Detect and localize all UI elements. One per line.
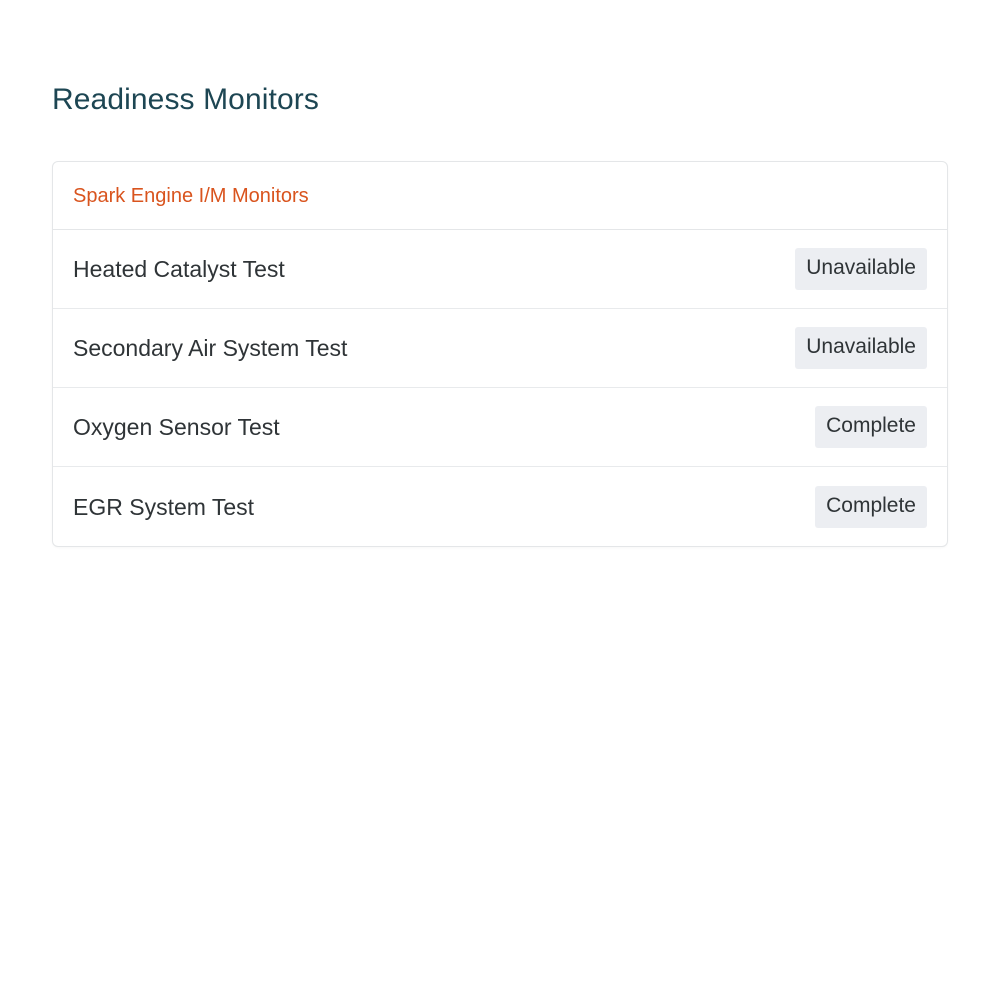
table-row[interactable] <box>53 309 947 388</box>
status-badge: Complete <box>815 406 927 448</box>
monitor-name: Heated Catalyst Test <box>73 256 285 282</box>
monitor-name: Oxygen Sensor Test <box>73 414 280 440</box>
table-row[interactable] <box>53 230 947 309</box>
monitor-name: EGR System Test <box>73 493 255 520</box>
table-row[interactable] <box>53 388 947 467</box>
status-badge: Complete <box>815 486 927 528</box>
card-header-title: Spark Engine I/M Monitors <box>73 185 309 207</box>
page-title: Readiness Monitors <box>52 83 319 117</box>
monitor-name: Secondary Air System Test <box>73 335 348 361</box>
status-badge: Unavailable <box>795 327 927 369</box>
spark-engine-monitors-card <box>52 161 948 547</box>
card-header <box>53 162 947 230</box>
table-row[interactable] <box>53 467 947 546</box>
status-badge: Unavailable <box>795 248 927 290</box>
